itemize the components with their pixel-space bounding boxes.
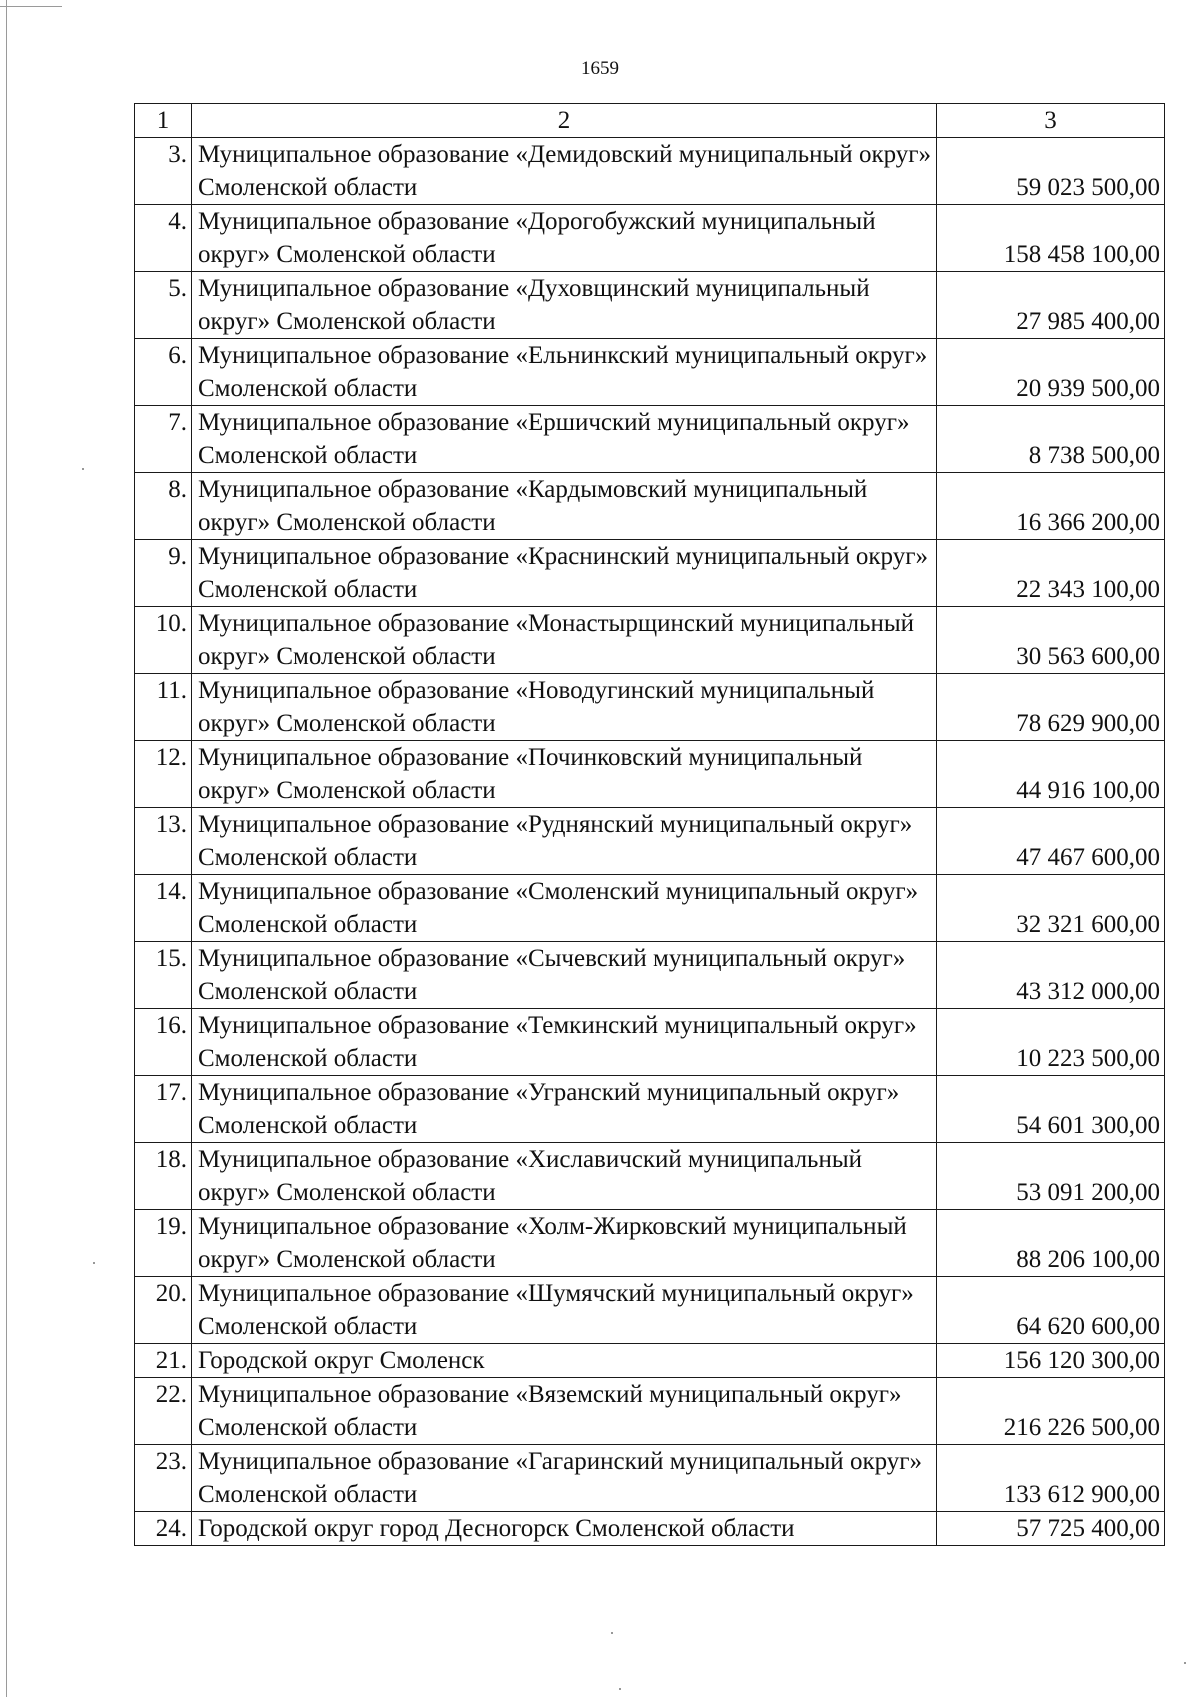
column-header-number: 1 (135, 104, 192, 138)
scan-speck (1184, 1662, 1186, 1664)
table-row (135, 741, 1165, 808)
amount-value: 22 343 100,00 (937, 540, 1165, 607)
municipality-name: Муниципальное образование «Гагаринский муниципальный округ» Смоленской области (192, 1445, 937, 1512)
table-row (135, 875, 1165, 942)
municipality-name: Муниципальное образование «Ельнинкский муниципальный округ» Смоленской области (192, 339, 937, 406)
row-number: 13. (135, 808, 192, 875)
amount-value: 59 023 500,00 (937, 138, 1165, 205)
row-number: 22. (135, 1378, 192, 1445)
amount-value: 32 321 600,00 (937, 875, 1165, 942)
allocation-table (134, 103, 1165, 1546)
municipality-name: Муниципальное образование «Шумячский муниципальный округ» Смоленской области (192, 1277, 937, 1344)
table-row (135, 942, 1165, 1009)
table-row (135, 1009, 1165, 1076)
scan-speck (82, 468, 84, 470)
row-number: 24. (135, 1512, 192, 1546)
municipality-name: Муниципальное образование «Краснинский муниципальный округ» Смоленской области (192, 540, 937, 607)
row-number: 7. (135, 406, 192, 473)
table-row (135, 339, 1165, 406)
row-number: 23. (135, 1445, 192, 1512)
municipality-name: Муниципальное образование «Дорогобужский муниципальный округ» Смоленской области (192, 205, 937, 272)
municipality-name: Муниципальное образование «Темкинский муниципальный округ» Смоленской области (192, 1009, 937, 1076)
row-number: 16. (135, 1009, 192, 1076)
row-number: 11. (135, 674, 192, 741)
scan-speck (93, 1262, 95, 1264)
amount-value: 10 223 500,00 (937, 1009, 1165, 1076)
table-row (135, 1143, 1165, 1210)
amount-value: 216 226 500,00 (937, 1378, 1165, 1445)
table-row (135, 1344, 1165, 1378)
municipality-name: Муниципальное образование «Холм-Жирковский муниципальный округ» Смоленской области (192, 1210, 937, 1277)
table-row (135, 607, 1165, 674)
amount-value: 16 366 200,00 (937, 473, 1165, 540)
municipality-name: Муниципальное образование «Хиславичский муниципальный округ» Смоленской области (192, 1143, 937, 1210)
scan-speck (611, 1632, 613, 1634)
row-number: 15. (135, 942, 192, 1009)
table-row (135, 1445, 1165, 1512)
column-header-amount: 3 (937, 104, 1165, 138)
municipality-name: Муниципальное образование «Новодугинский муниципальный округ» Смоленской области (192, 674, 937, 741)
row-number: 12. (135, 741, 192, 808)
table-row (135, 138, 1165, 205)
table-row (135, 1512, 1165, 1546)
municipality-name: Муниципальное образование «Духовщинский муниципальный округ» Смоленской области (192, 272, 937, 339)
amount-value: 88 206 100,00 (937, 1210, 1165, 1277)
municipality-name: Городской округ город Десногорск Смоленской области (192, 1512, 937, 1546)
municipality-name: Муниципальное образование «Ершичский муниципальный округ» Смоленской области (192, 406, 937, 473)
row-number: 14. (135, 875, 192, 942)
municipality-name: Муниципальное образование «Кардымовский муниципальный округ» Смоленской области (192, 473, 937, 540)
table-row (135, 272, 1165, 339)
amount-value: 43 312 000,00 (937, 942, 1165, 1009)
amount-value: 8 738 500,00 (937, 406, 1165, 473)
amount-value: 47 467 600,00 (937, 808, 1165, 875)
table-row (135, 473, 1165, 540)
row-number: 18. (135, 1143, 192, 1210)
municipality-name: Муниципальное образование «Вяземский муниципальный округ» Смоленской области (192, 1378, 937, 1445)
amount-value: 20 939 500,00 (937, 339, 1165, 406)
row-number: 10. (135, 607, 192, 674)
row-number: 20. (135, 1277, 192, 1344)
row-number: 19. (135, 1210, 192, 1277)
scan-speck (619, 1688, 621, 1690)
row-number: 5. (135, 272, 192, 339)
amount-value: 54 601 300,00 (937, 1076, 1165, 1143)
page-number: 1659 (581, 58, 619, 79)
column-header-name: 2 (192, 104, 937, 138)
amount-value: 64 620 600,00 (937, 1277, 1165, 1344)
amount-value: 44 916 100,00 (937, 741, 1165, 808)
table-row (135, 1378, 1165, 1445)
municipality-name: Муниципальное образование «Угранский муниципальный округ» Смоленской области (192, 1076, 937, 1143)
amount-value: 53 091 200,00 (937, 1143, 1165, 1210)
municipality-name: Муниципальное образование «Монастырщинский муниципальный округ» Смоленской области (192, 607, 937, 674)
municipality-name: Муниципальное образование «Сычевский муниципальный округ» Смоленской области (192, 942, 937, 1009)
row-number: 8. (135, 473, 192, 540)
municipality-name: Муниципальное образование «Руднянский муниципальный округ» Смоленской области (192, 808, 937, 875)
table-row (135, 1076, 1165, 1143)
table-row (135, 808, 1165, 875)
amount-value: 156 120 300,00 (937, 1344, 1165, 1378)
row-number: 4. (135, 205, 192, 272)
municipality-name: Муниципальное образование «Демидовский муниципальный округ» Смоленской области (192, 138, 937, 205)
municipality-name: Муниципальное образование «Починковский муниципальный округ» Смоленской области (192, 741, 937, 808)
table-row (135, 205, 1165, 272)
scan-edge-top (0, 6, 62, 7)
amount-value: 30 563 600,00 (937, 607, 1165, 674)
municipality-name: Муниципальное образование «Смоленский муниципальный округ» Смоленской области (192, 875, 937, 942)
table-row (135, 1277, 1165, 1344)
row-number: 21. (135, 1344, 192, 1378)
municipality-name: Городской округ Смоленск (192, 1344, 937, 1378)
table-header-row (135, 104, 1165, 138)
table-row (135, 1210, 1165, 1277)
row-number: 3. (135, 138, 192, 205)
amount-value: 133 612 900,00 (937, 1445, 1165, 1512)
table-row (135, 540, 1165, 607)
row-number: 6. (135, 339, 192, 406)
amount-value: 158 458 100,00 (937, 205, 1165, 272)
row-number: 9. (135, 540, 192, 607)
table-row (135, 674, 1165, 741)
row-number: 17. (135, 1076, 192, 1143)
table-row (135, 406, 1165, 473)
scan-edge-left (6, 0, 7, 1697)
amount-value: 78 629 900,00 (937, 674, 1165, 741)
amount-value: 57 725 400,00 (937, 1512, 1165, 1546)
amount-value: 27 985 400,00 (937, 272, 1165, 339)
